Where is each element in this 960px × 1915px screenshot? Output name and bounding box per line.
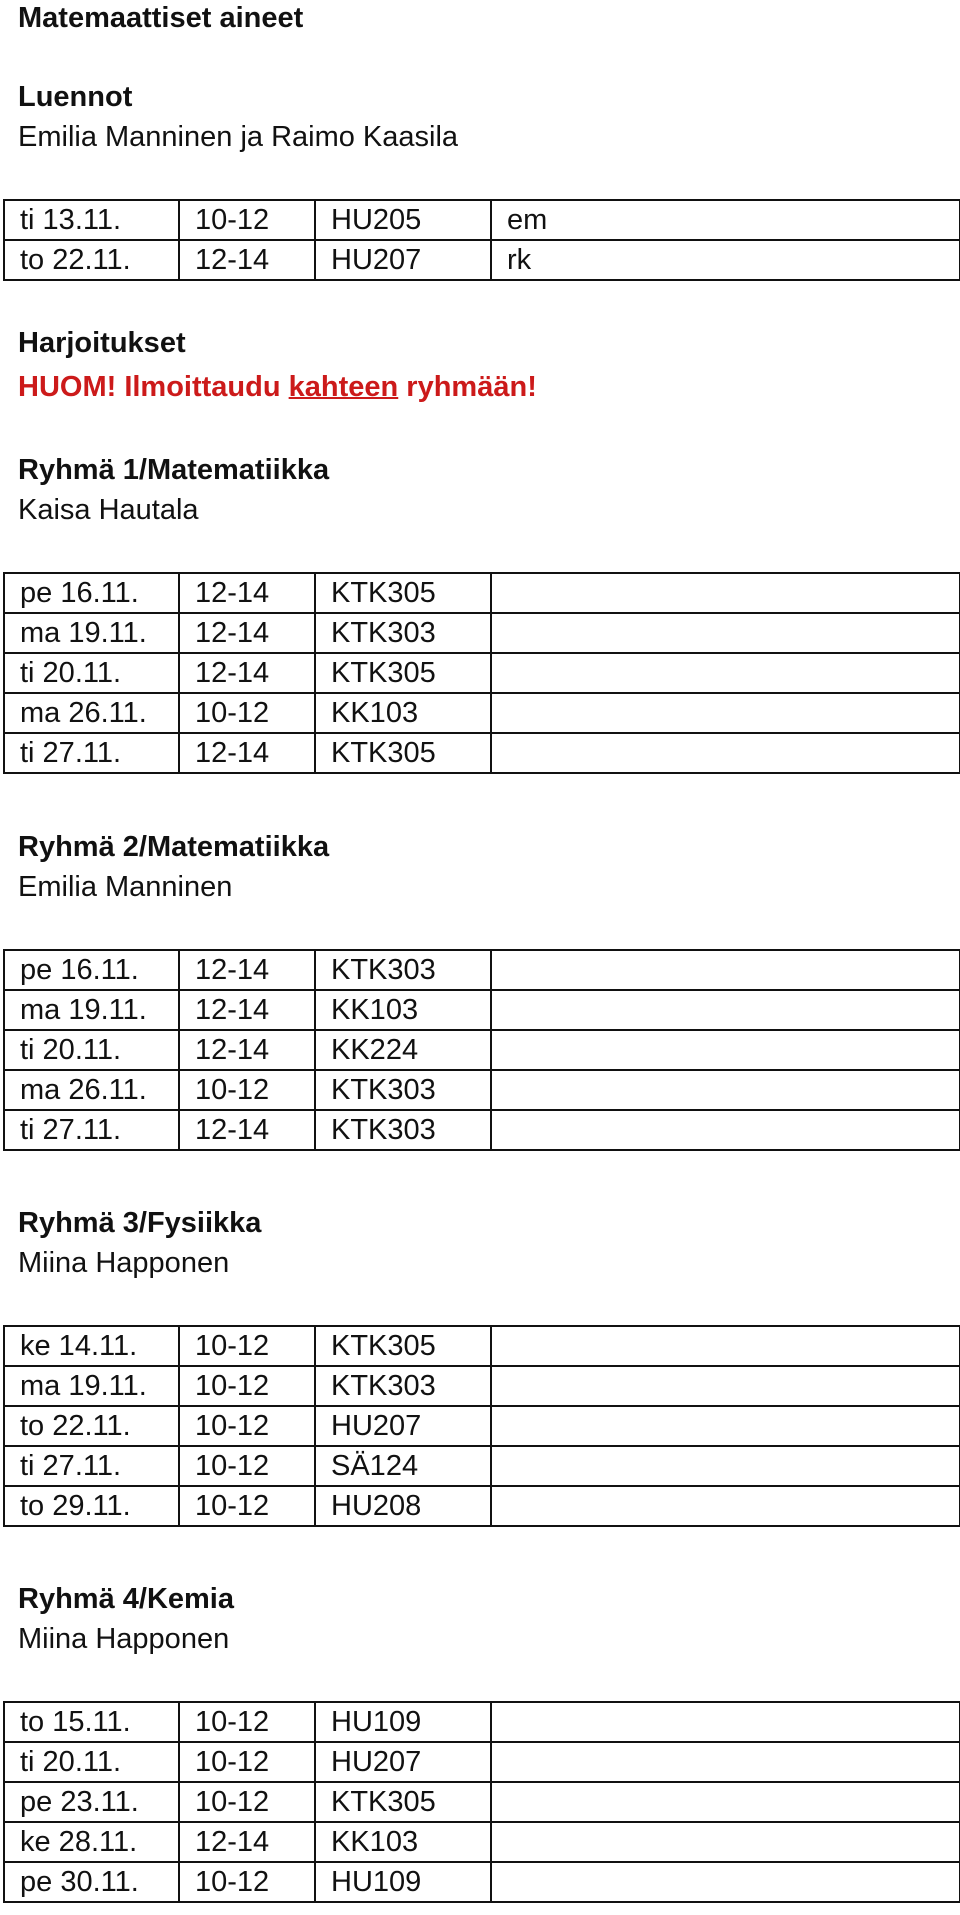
- empty-cell: [491, 1326, 960, 1366]
- time-cell: 12-14: [179, 950, 315, 990]
- date-cell: ti 13.11.: [4, 200, 179, 240]
- date-cell: ti 27.11.: [4, 1110, 179, 1150]
- room-cell: HU207: [315, 1742, 491, 1782]
- time-cell: 10-12: [179, 1862, 315, 1902]
- room-cell: KTK303: [315, 1070, 491, 1110]
- room-cell: KTK305: [315, 573, 491, 613]
- time-cell: 12-14: [179, 990, 315, 1030]
- empty-cell: [491, 1486, 960, 1526]
- table-row: [4, 653, 960, 693]
- date-cell: ke 14.11.: [4, 1326, 179, 1366]
- table-row: [4, 1030, 960, 1070]
- room-cell: KTK305: [315, 1326, 491, 1366]
- exercises-heading: Harjoitukset: [18, 327, 186, 359]
- table-row: [4, 1406, 960, 1446]
- empty-cell: [491, 1446, 960, 1486]
- date-cell: ti 20.11.: [4, 1742, 179, 1782]
- empty-cell: [491, 1030, 960, 1070]
- empty-cell: [491, 950, 960, 990]
- room-cell: KTK305: [315, 653, 491, 693]
- notice-emphasis: kahteen: [288, 371, 399, 403]
- date-cell: pe 23.11.: [4, 1782, 179, 1822]
- empty-cell: [491, 1110, 960, 1150]
- time-cell: 10-12: [179, 1486, 315, 1526]
- table-row: [4, 613, 960, 653]
- date-cell: ma 26.11.: [4, 1070, 179, 1110]
- page-title: Matemaattiset aineet: [18, 2, 304, 34]
- table-row: [4, 240, 960, 280]
- time-cell: 10-12: [179, 200, 315, 240]
- room-cell: KK224: [315, 1030, 491, 1070]
- room-cell: KK103: [315, 693, 491, 733]
- group-2-teacher: Emilia Manninen: [18, 871, 233, 903]
- time-cell: 10-12: [179, 693, 315, 733]
- table-row: [4, 1070, 960, 1110]
- notice-text-end: ryhmään!: [398, 371, 537, 403]
- date-cell: to 22.11.: [4, 1406, 179, 1446]
- table-row: [4, 1742, 960, 1782]
- lecturer-cell: em: [491, 200, 960, 240]
- empty-cell: [491, 1702, 960, 1742]
- room-cell: HU205: [315, 200, 491, 240]
- date-cell: ti 20.11.: [4, 1030, 179, 1070]
- group-4-table: [3, 1701, 960, 1903]
- time-cell: 12-14: [179, 653, 315, 693]
- room-cell: KTK305: [315, 1782, 491, 1822]
- date-cell: ti 27.11.: [4, 733, 179, 773]
- room-cell: HU207: [315, 240, 491, 280]
- date-cell: pe 16.11.: [4, 573, 179, 613]
- empty-cell: [491, 653, 960, 693]
- time-cell: 12-14: [179, 1030, 315, 1070]
- group-1-teacher: Kaisa Hautala: [18, 494, 199, 526]
- time-cell: 12-14: [179, 613, 315, 653]
- group-4-teacher: Miina Happonen: [18, 1623, 230, 1655]
- time-cell: 12-14: [179, 1110, 315, 1150]
- table-row: [4, 1326, 960, 1366]
- time-cell: 10-12: [179, 1366, 315, 1406]
- lectures-teachers: Emilia Manninen ja Raimo Kaasila: [18, 121, 459, 153]
- date-cell: pe 16.11.: [4, 950, 179, 990]
- time-cell: 12-14: [179, 1822, 315, 1862]
- table-row: [4, 573, 960, 613]
- time-cell: 10-12: [179, 1070, 315, 1110]
- table-row: [4, 733, 960, 773]
- date-cell: ma 19.11.: [4, 1366, 179, 1406]
- group-1-table: [3, 572, 960, 774]
- time-cell: 12-14: [179, 573, 315, 613]
- room-cell: HU109: [315, 1702, 491, 1742]
- group-2-heading: Ryhmä 2/Matematiikka: [18, 831, 330, 863]
- table-row: [4, 990, 960, 1030]
- empty-cell: [491, 1862, 960, 1902]
- room-cell: SÄ124: [315, 1446, 491, 1486]
- date-cell: to 22.11.: [4, 240, 179, 280]
- table-row: [4, 1782, 960, 1822]
- enrollment-notice: [18, 369, 537, 405]
- room-cell: KK103: [315, 1822, 491, 1862]
- date-cell: ma 26.11.: [4, 693, 179, 733]
- empty-cell: [491, 1366, 960, 1406]
- table-row: [4, 1822, 960, 1862]
- group-3-heading: Ryhmä 3/Fysiikka: [18, 1207, 262, 1239]
- empty-cell: [491, 1822, 960, 1862]
- room-cell: KTK305: [315, 733, 491, 773]
- room-cell: HU208: [315, 1486, 491, 1526]
- time-cell: 10-12: [179, 1742, 315, 1782]
- empty-cell: [491, 613, 960, 653]
- lecturer-cell: rk: [491, 240, 960, 280]
- room-cell: KTK303: [315, 613, 491, 653]
- table-row: [4, 1862, 960, 1902]
- empty-cell: [491, 1070, 960, 1110]
- empty-cell: [491, 1782, 960, 1822]
- room-cell: KTK303: [315, 1366, 491, 1406]
- empty-cell: [491, 733, 960, 773]
- time-cell: 10-12: [179, 1782, 315, 1822]
- time-cell: 10-12: [179, 1702, 315, 1742]
- table-row: [4, 1702, 960, 1742]
- date-cell: to 15.11.: [4, 1702, 179, 1742]
- notice-text-start: HUOM! Ilmoittaudu: [18, 371, 289, 403]
- time-cell: 10-12: [179, 1406, 315, 1446]
- room-cell: KTK303: [315, 1110, 491, 1150]
- empty-cell: [491, 990, 960, 1030]
- room-cell: HU109: [315, 1862, 491, 1902]
- room-cell: KK103: [315, 990, 491, 1030]
- table-row: [4, 950, 960, 990]
- time-cell: 10-12: [179, 1326, 315, 1366]
- time-cell: 12-14: [179, 240, 315, 280]
- time-cell: 12-14: [179, 733, 315, 773]
- date-cell: ma 19.11.: [4, 990, 179, 1030]
- date-cell: ti 20.11.: [4, 653, 179, 693]
- table-row: [4, 1366, 960, 1406]
- group-4-heading: Ryhmä 4/Kemia: [18, 1583, 234, 1615]
- date-cell: pe 30.11.: [4, 1862, 179, 1902]
- table-row: [4, 1486, 960, 1526]
- table-row: [4, 1110, 960, 1150]
- lectures-heading: Luennot: [18, 81, 133, 113]
- room-cell: HU207: [315, 1406, 491, 1446]
- room-cell: KTK303: [315, 950, 491, 990]
- empty-cell: [491, 1742, 960, 1782]
- date-cell: ma 19.11.: [4, 613, 179, 653]
- time-cell: 10-12: [179, 1446, 315, 1486]
- group-2-table: [3, 949, 960, 1151]
- group-3-table: [3, 1325, 960, 1527]
- date-cell: ke 28.11.: [4, 1822, 179, 1862]
- empty-cell: [491, 1406, 960, 1446]
- lectures-table: [3, 199, 960, 281]
- date-cell: ti 27.11.: [4, 1446, 179, 1486]
- group-3-teacher: Miina Happonen: [18, 1247, 230, 1279]
- table-row: [4, 200, 960, 240]
- empty-cell: [491, 573, 960, 613]
- group-1-heading: Ryhmä 1/Matematiikka: [18, 454, 330, 486]
- date-cell: to 29.11.: [4, 1486, 179, 1526]
- table-row: [4, 1446, 960, 1486]
- table-row: [4, 693, 960, 733]
- empty-cell: [491, 693, 960, 733]
